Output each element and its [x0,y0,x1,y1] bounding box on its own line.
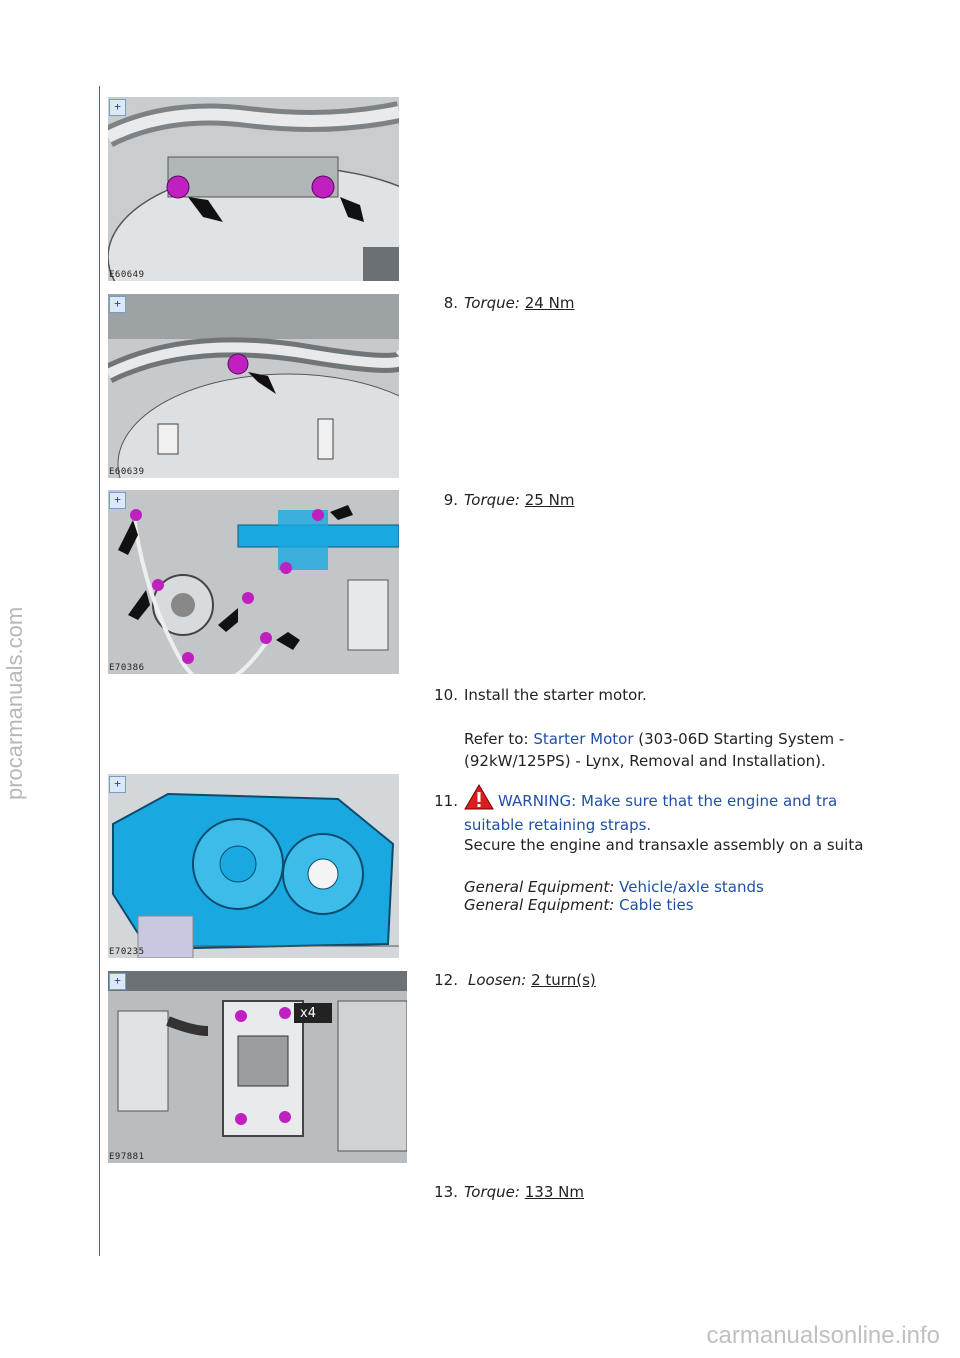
starter-motor-link[interactable]: Starter Motor [533,730,634,748]
zoom-icon[interactable]: + [109,776,126,793]
figure-id: E60639 [109,467,145,477]
spec-value: 133 Nm [524,1183,584,1201]
step-number: 11. [434,792,458,810]
step-number: 12. [434,971,458,989]
figure-id: E70386 [109,663,145,673]
illustration-bolt-location [108,294,399,478]
figure-e97881[interactable] [108,971,407,1163]
zoom-icon[interactable]: + [109,492,126,509]
quantity-callout: x4 [300,1006,316,1021]
equipment-label: General Equipment: [464,896,615,914]
figure-e60649[interactable] [108,97,399,281]
equipment-label: General Equipment: [464,878,615,896]
illustration-transaxle-highlight [108,774,399,958]
illustration-wiring-harness [108,490,399,674]
zoom-icon[interactable]: + [109,973,126,990]
step-10 [400,684,880,774]
side-watermark: procarmanuals.com [2,606,27,800]
vehicle-axle-stands-link[interactable]: Vehicle/axle stands [619,878,764,896]
step-number: 13. [434,1183,458,1201]
refer-rest: (303-06D Starting System - [638,730,845,748]
step-text: Install the starter motor. [464,686,647,704]
figure-e60639[interactable] [108,294,399,478]
warning-text-line-2: suitable retaining straps. [464,816,652,834]
figure-id: E97881 [109,1152,145,1162]
zoom-icon[interactable]: + [109,296,126,313]
step-text: Secure the engine and transaxle assembly on a suita [464,836,864,854]
figure-e70386[interactable] [108,490,399,674]
left-margin-rule [99,86,100,1256]
spec-value: 25 Nm [524,491,575,509]
illustration-mount-bolts [108,971,407,1163]
step-11 [400,790,880,920]
refer-rest-line-2: (92kW/125PS) - Lynx, Removal and Installation). [464,752,826,770]
refer-prefix: Refer to: [464,730,529,748]
spec-label: Loosen: [468,971,527,989]
spec-label: Torque: [464,1183,520,1201]
figure-id: E60649 [109,270,145,280]
spec-label: Torque: [464,294,520,312]
zoom-icon[interactable]: + [109,99,126,116]
spec-value: 24 Nm [524,294,575,312]
illustration-transaxle-bolts [108,97,399,281]
spec-value: 2 turn(s) [531,971,596,989]
figure-id: E70235 [109,947,145,957]
step-number: 9. [443,491,458,509]
figure-e70235[interactable] [108,774,399,958]
bottom-watermark: carmanualsonline.info [706,1322,940,1349]
warning-triangle-icon [464,784,494,810]
warning-text: WARNING: Make sure that the engine and tra [498,792,838,810]
step-number: 10. [434,686,458,704]
cable-ties-link[interactable]: Cable ties [619,896,694,914]
spec-label: Torque: [464,491,520,509]
step-number: 8. [443,294,458,312]
